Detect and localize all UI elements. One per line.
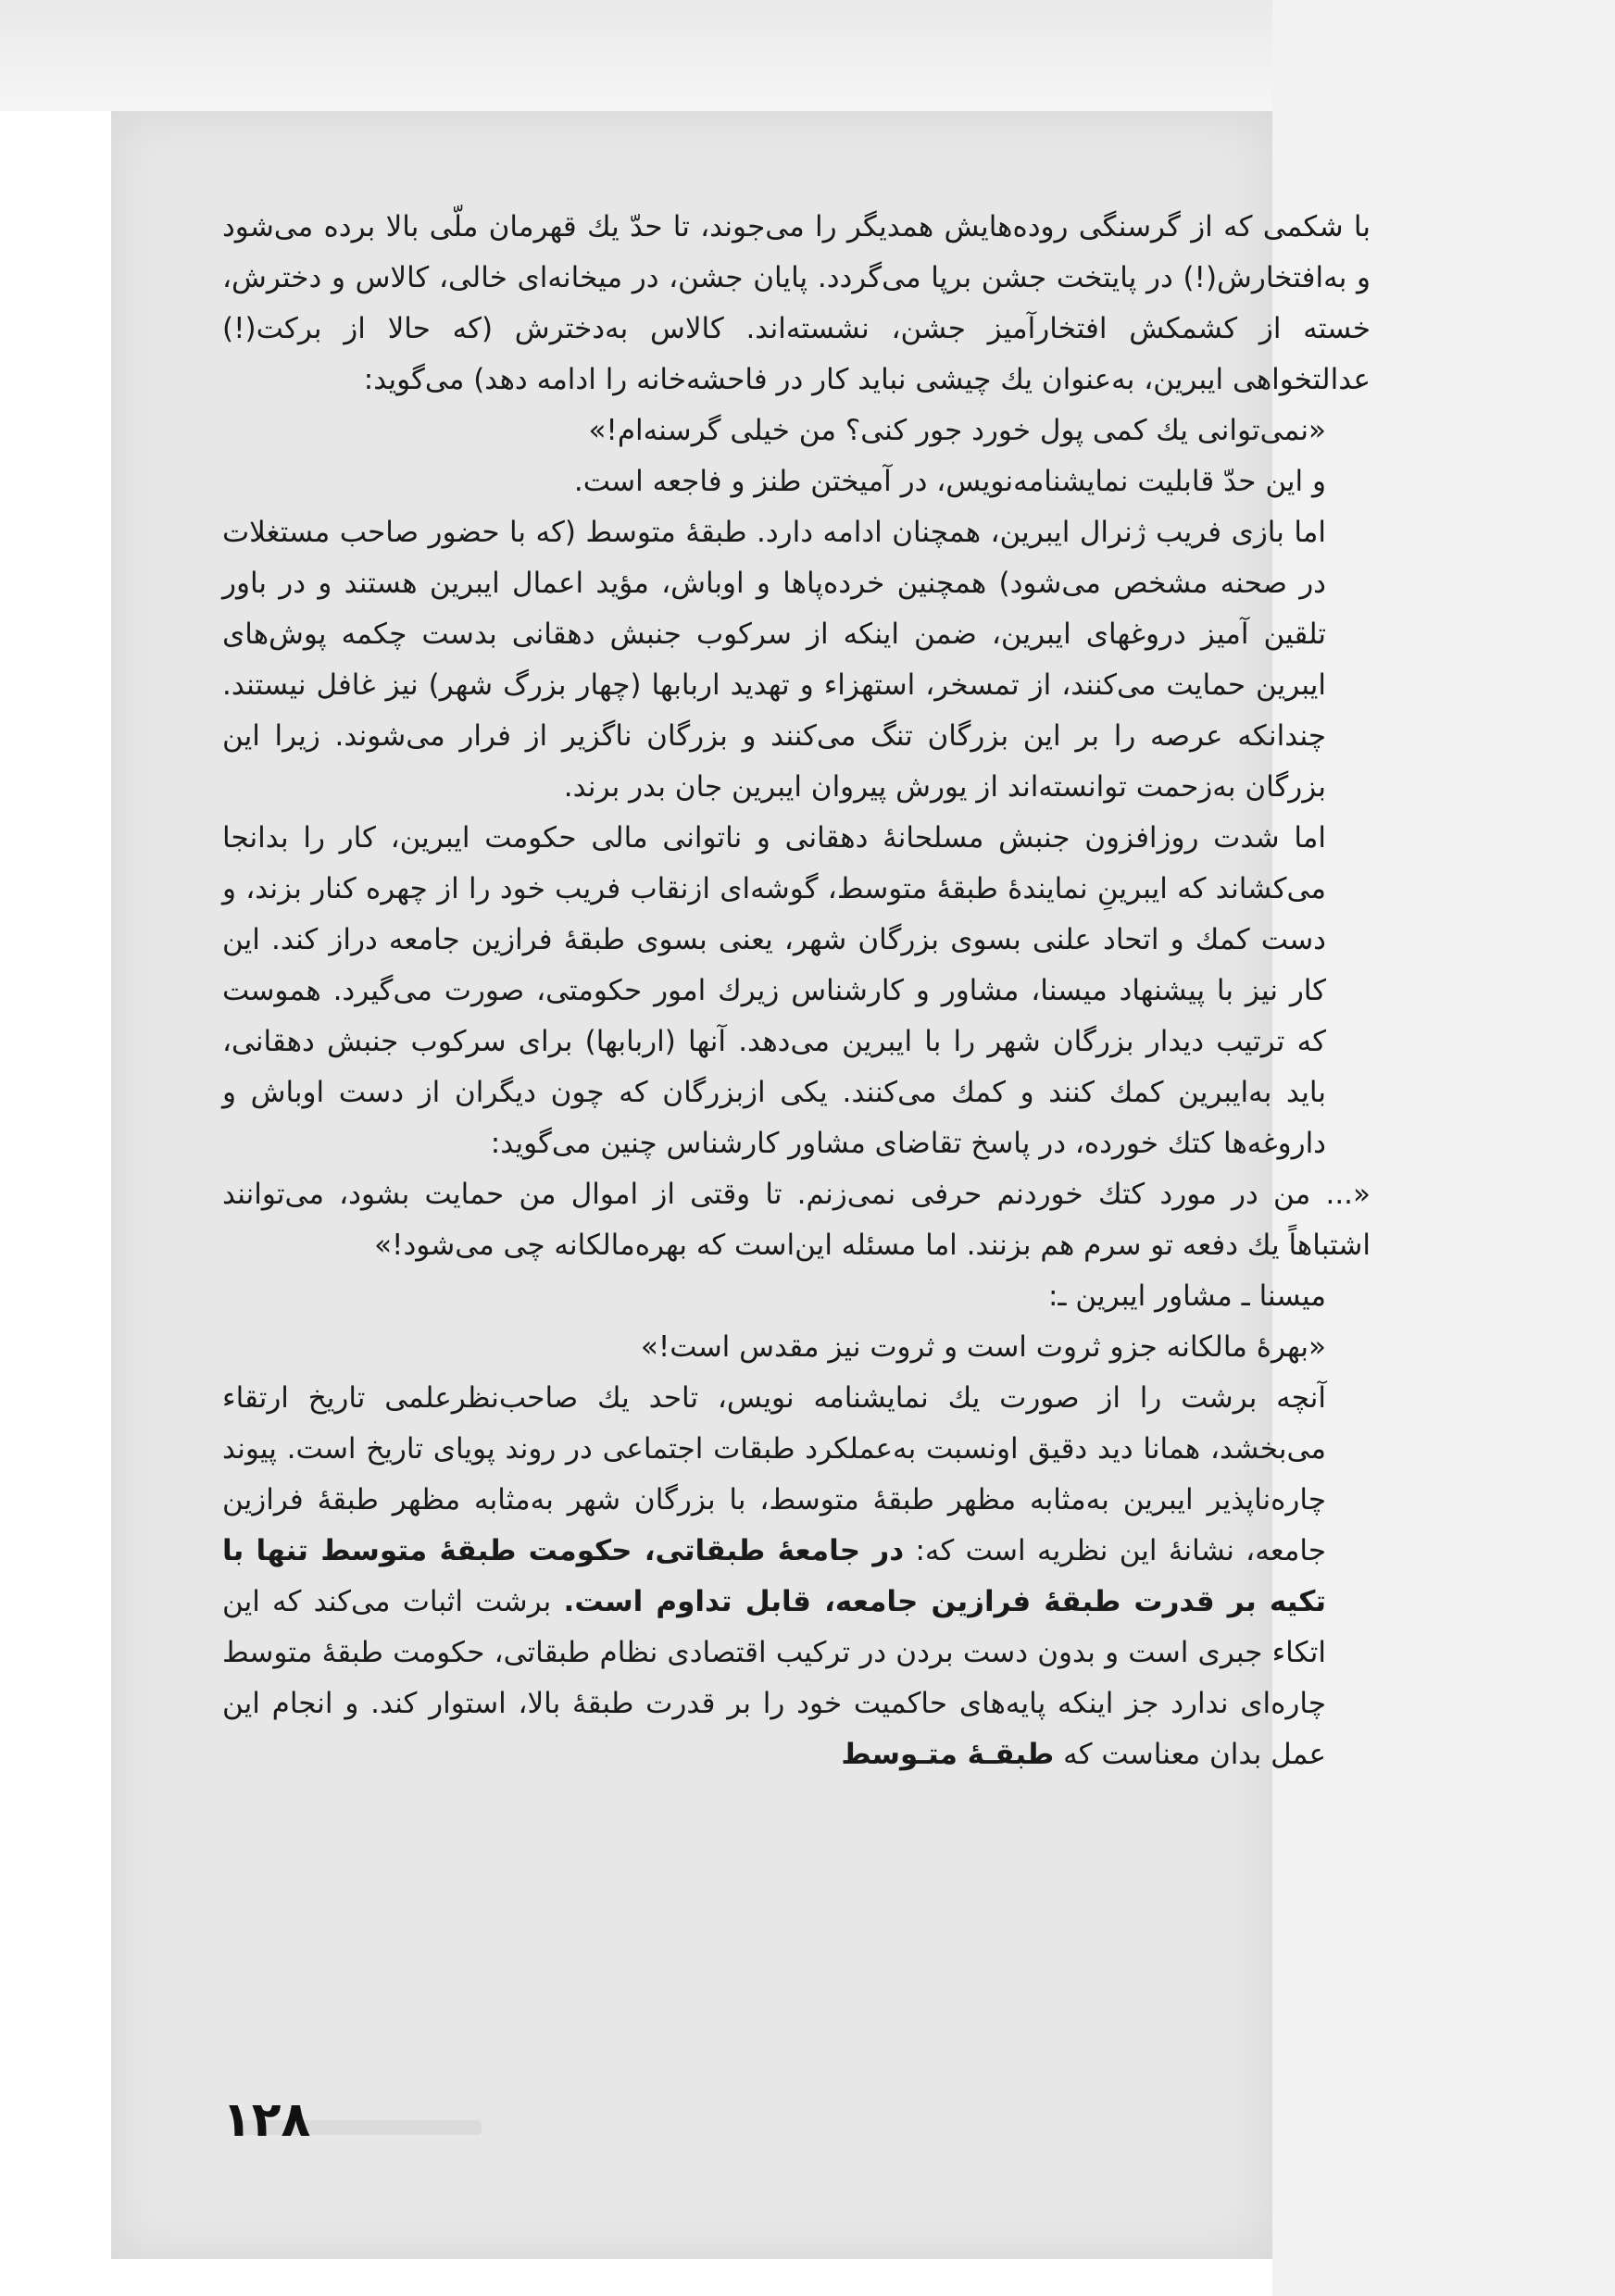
text-segment: اما شدت روزافزون جنبش مسلحانهٔ دهقانی و ناتوانی مالی حکومت ایبرین، کار را بدانجا می‌کشاند که ایبرینِ نمایندهٔ طبقهٔ متوسط، گوشه‌ای ازنقاب فریب خود را از چهره کنار بزند، و دست کمك و اتحاد علنی بسوی بزرگان شهر، یعنی بسوی طبقهٔ فرازین جامعه دراز کند. این کار نیز با پیشنهاد میسنا، مشاور و کارشناس زیرك امور حکومتی، صورت می‌گیرد. هموست که ترتیب دیدار بزرگان شهر را با ایبرین می‌دهد. آنها (اربابها) برای سرکوب جنبش دهقانی، باید به‌ایبرین کمك کنند و کمك می‌کنند. یکی ازبزرگان که چون دیگران از دست اوباش و داروغه‌ها کتك خورده، در پاسخ تقاضای مشاور کارشناس چنین می‌گوید:	[222, 821, 1326, 1160]
bold-text-segment: در جامعهٔ طبقاتی، حکومت طبقهٔ متوسط تنها با تکیه بر قدرت طبقهٔ فرازین جامعه، قابل تداوم است.	[222, 1534, 1327, 1618]
page-body-text	[222, 202, 1371, 1780]
text-segment: اما بازی فریب ژنرال ایبرین، همچنان ادامه دارد. طبقهٔ متوسط (که با حضور صاحب مستغلات در صحنه مشخص می‌شود) همچنین خرده‌پاها و اوباش، مؤید اعمال ایبرین هستند و در باور تلقین آمیز دروغهای ایبرین، ضمن اینکه از سرکوب جنبش دهقانی بدست چکمه پوش‌های ایبرین حمایت می‌کنند، از تمسخر، استهزاء و تهدید اربابها (چهار بزرگ شهر) نیز غافل نیستند. چندانکه عرصه را بر این بزرگان تنگ می‌کنند و بزرگان ناگزیر از فرار می‌شوند. زیرا این بزرگان به‌زحمت توانسته‌اند از یورش پیروان ایبرین جان بدر برند.	[222, 516, 1326, 804]
paragraph	[222, 813, 1371, 1169]
text-segment: «بهرهٔ مالکانه جزو ثروت است و ثروت نیز مقدس است!»	[640, 1330, 1326, 1364]
text-segment: «نمی‌توانی یك کمی پول خورد جور کنی؟ من خیلی گرسنه‌ام!»	[588, 414, 1326, 447]
text-segment: «... من در مورد کتك خوردنم حرفی نمی‌زنم. تا وقتی از اموال من حمایت بشود، می‌توانند اشتباهاً یك دفعه تو سرم هم بزنند. اما مسئله این‌است که بهره‌مالکانه چی می‌شود!»	[222, 1178, 1371, 1262]
paragraph	[222, 1373, 1371, 1780]
paragraph	[222, 202, 1371, 406]
paragraph	[222, 1271, 1371, 1322]
text-segment: آنچه برشت را از صورت یك نمایشنامه نویس، تاحد یك صاحب‌نظرعلمی تاریخ ارتقاء می‌بخشد، همانا دید دقیق اونسبت به‌عملکرد طبقات اجتماعی در روند پویای تاریخ است. پیوند چاره‌ناپذیر ایبرین به‌مثابه مظهر طبقهٔ متوسط، با بزرگان شهر به‌مثابه مظهر طبقهٔ فرازین جامعه، نشانهٔ این نظریه است که:	[222, 1381, 1326, 1567]
page-number: ۱۲۸	[222, 2092, 311, 2148]
text-segment: و این حدّ قابلیت نمایشنامه‌نویس، در آمیختن طنز و فاجعه است.	[573, 465, 1326, 498]
paragraph	[222, 406, 1371, 456]
paragraph	[222, 507, 1371, 813]
paragraph	[222, 1169, 1371, 1271]
bold-text-segment: طبقـهٔ متـوسط	[841, 1738, 1055, 1771]
text-segment: برشت اثبات می‌کند که این اتکاء جبری است و بدون دست بردن در ترکیب اقتصادی نظام طبقاتی، حکومت طبقهٔ متوسط چاره‌ای ندارد جز اینکه پایه‌های حاکمیت خود را بر قدرت طبقهٔ بالا، استوار کند. و انجام این عمل بدان معناست که	[222, 1585, 1326, 1771]
paragraph	[222, 456, 1371, 507]
text-segment: با شکمی که از گرسنگی روده‌هایش همدیگر را می‌جوند، تا حدّ یك قهرمان ملّی بالا برده می‌شود و به‌افتخارش(!) در پایتخت جشن برپا می‌گردد. پایان جشن، در میخانه‌ای خالی، کالاس و دخترش، خسته از کشمکش افتخارآمیز جشن، نشسته‌اند. کالاس به‌دخترش (که حالا از برکت(!) عدالتخواهی ایبرین، به‌عنوان یك چیشی نباید کار در فاحشه‌خانه را ادامه دهد) می‌گوید:	[222, 210, 1371, 396]
text-segment: میسنا ـ مشاور ایبرین ـ:	[1047, 1279, 1326, 1313]
paragraph	[222, 1322, 1371, 1373]
